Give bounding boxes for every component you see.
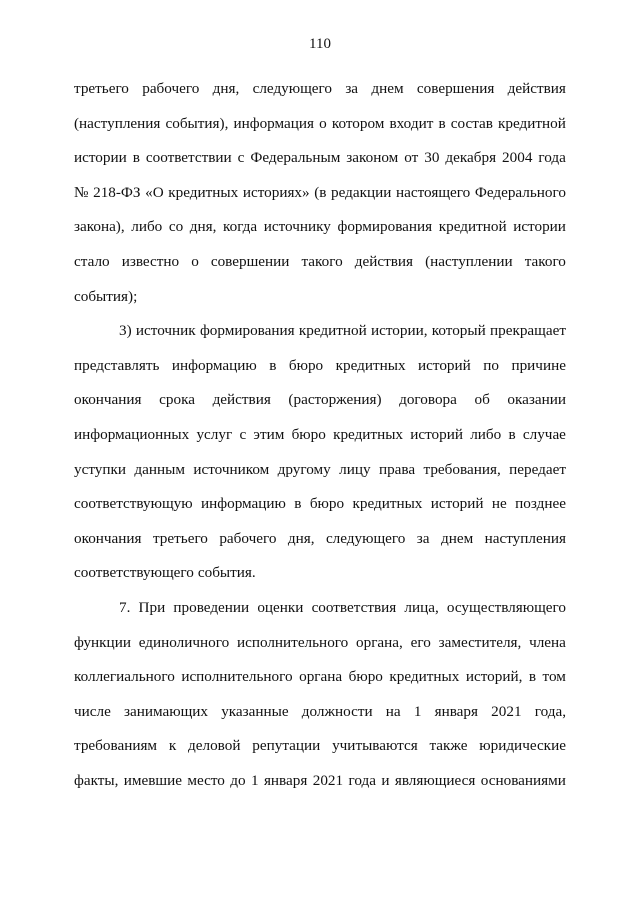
text-line: числе занимающих указанные должности на 1 января 2021 года,	[74, 702, 566, 720]
text-line: окончания третьего рабочего дня, следующего за днем наступления	[74, 529, 566, 547]
text-line: уступки данным источником другому лицу права требования, передает	[74, 460, 566, 478]
text-line: соответствующую информацию в бюро кредитных историй не позднее	[74, 495, 566, 513]
page-number: 110	[309, 36, 331, 52]
text-line: коллегиального исполнительного органа бюро кредитных историй, в том	[74, 668, 566, 686]
text-line: соответствующего события.	[74, 564, 256, 582]
text-line: № 218-ФЗ «О кредитных историях» (в редакции настоящего Федерального	[74, 183, 566, 201]
text-line: функции единоличного исполнительного органа, его заместителя, члена	[74, 633, 566, 651]
text-line: 7. При проведении оценки соответствия лица, осуществляющего	[119, 598, 566, 616]
text-line: представлять информацию в бюро кредитных историй по причине	[74, 356, 566, 374]
text-line: 3) источник формирования кредитной истории, который прекращает	[119, 322, 566, 340]
text-line: факты, имевшие место до 1 января 2021 года и являющиеся основаниями	[74, 771, 566, 789]
text-line: истории в соответствии с Федеральным законом от 30 декабря 2004 года	[74, 149, 566, 167]
text-line: третьего рабочего дня, следующего за днем совершения действия	[74, 80, 566, 97]
text-line: стало известно о совершении такого действия (наступлении такого	[74, 252, 566, 270]
text-line: (наступления события), информация о котором входит в состав кредитной	[74, 114, 566, 132]
text-line: информационных услуг с этим бюро кредитных историй либо в случае	[74, 425, 566, 443]
text-line: закона), либо со дня, когда источнику формирования кредитной истории	[74, 218, 566, 236]
body-text	[74, 72, 566, 798]
text-line: требованиям к деловой репутации учитываются также юридические	[74, 737, 566, 755]
text-line: окончания срока действия (расторжения) договора об оказании	[74, 391, 566, 409]
text-line: события);	[74, 287, 138, 305]
